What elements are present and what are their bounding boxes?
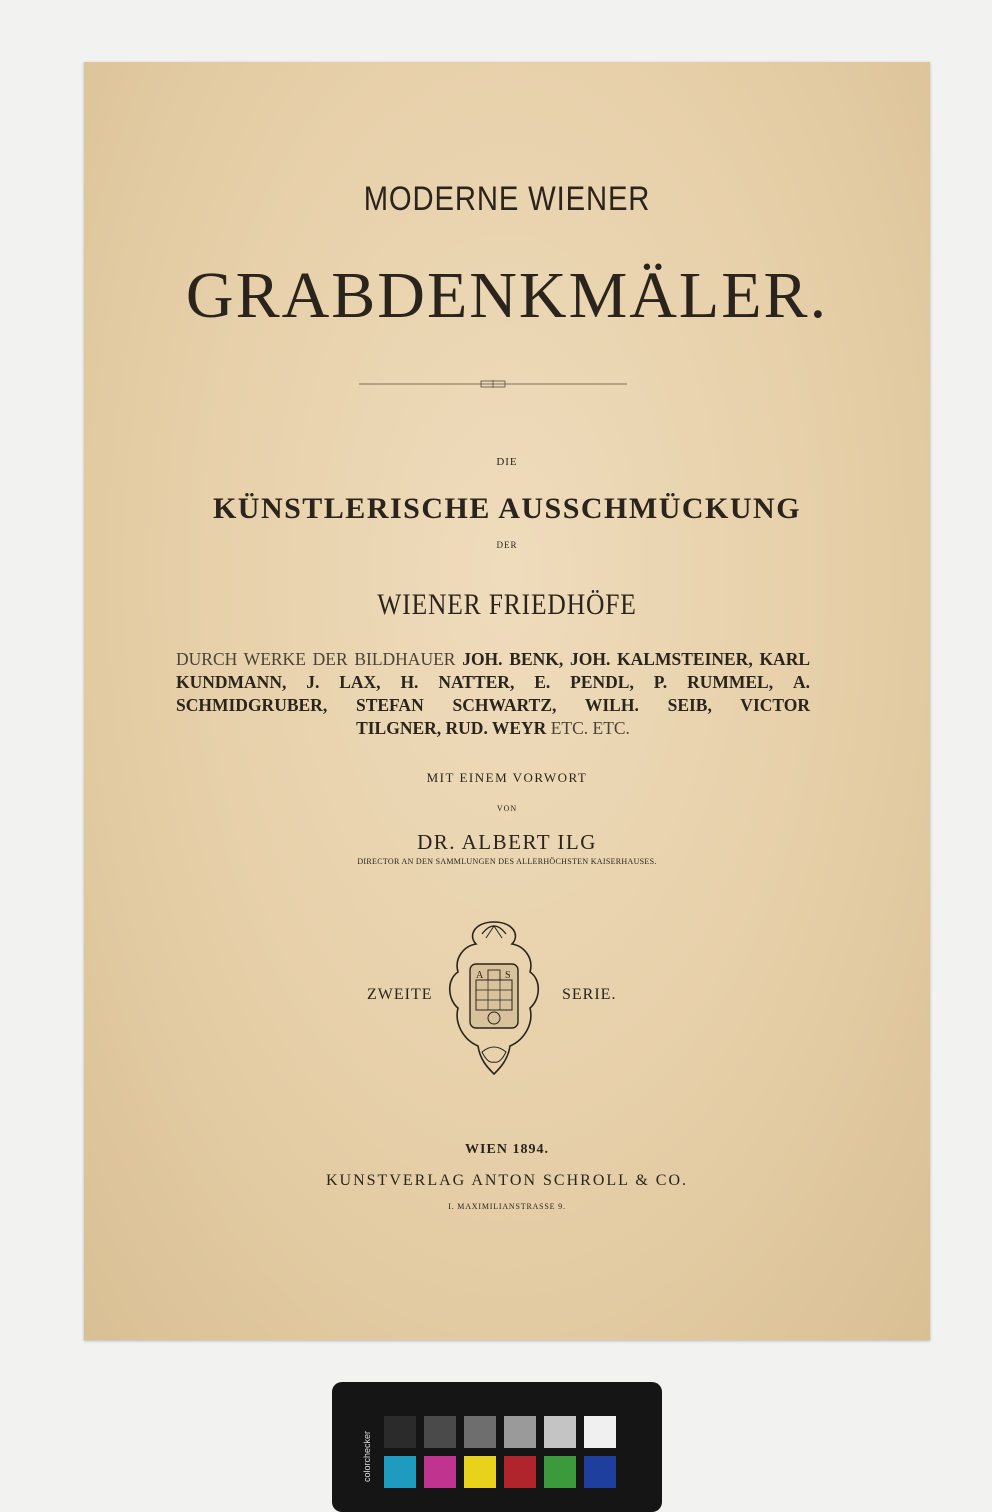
imprint-publisher: KUNSTVERLAG ANTON SCHROLL & CO. xyxy=(325,1172,688,1189)
color-checker-card xyxy=(332,1382,662,1512)
publisher-crest-icon xyxy=(424,914,564,1084)
color-patch xyxy=(544,1456,576,1488)
artists-names-3: A. SCHMIDGRUBER, STEFAN SCHWARTZ, WILH. SEIB, VICTOR xyxy=(176,672,810,715)
series-right: SERIE. xyxy=(562,986,617,1003)
title-page xyxy=(84,62,930,1340)
color-patch xyxy=(464,1456,496,1488)
subtitle-die: DIE xyxy=(496,456,518,468)
color-patch xyxy=(384,1456,416,1488)
imprint-place-year: WIEN 1894. xyxy=(465,1142,549,1157)
colorchecker-brand xyxy=(360,1404,372,1484)
series-left: ZWEITE xyxy=(367,986,433,1003)
foreword-label: MIT EINEM VORWORT xyxy=(426,770,588,785)
color-patch xyxy=(464,1416,496,1448)
artists-names-2: KARL KUNDMANN, J. LAX, H. NATTER, E. PENDL, P. RUMMEL, xyxy=(176,649,810,692)
foreword-author: DR. ALBERT ILG xyxy=(417,830,597,854)
subtitle-place: WIENER FRIEDHÖFE xyxy=(377,588,637,621)
color-patch xyxy=(424,1456,456,1488)
artists-names-4: TILGNER, RUD. WEYR xyxy=(356,718,547,738)
crest-letter-right: S xyxy=(505,970,511,981)
artist-list xyxy=(176,648,810,740)
color-patch xyxy=(424,1416,456,1448)
color-patch xyxy=(584,1456,616,1488)
foreword-author-role: DIRECTOR AN DEN SAMMLUNGEN DES ALLERHÖCHSTEN KAISERHAUSES. xyxy=(357,857,657,866)
artists-lead: DURCH WERKE DER BILDHAUER xyxy=(176,649,456,669)
title-line-1: MODERNE WIENER xyxy=(363,180,651,218)
crest-letter-left: A xyxy=(476,970,484,981)
color-patch xyxy=(584,1416,616,1448)
subtitle-der: DER xyxy=(496,540,518,550)
title-line-2: GRABDENKMÄLER. xyxy=(185,259,829,332)
color-patch xyxy=(504,1456,536,1488)
colorchecker-brand-text: colorchecker xyxy=(362,1430,372,1482)
foreword-von: VON xyxy=(496,804,518,813)
subtitle-main: KÜNSTLERISCHE AUSSCHMÜCKUNG xyxy=(212,492,802,525)
artists-last-line xyxy=(176,717,810,740)
color-patch xyxy=(384,1416,416,1448)
imprint-address: I. MAXIMILIANSTRASSE 9. xyxy=(448,1202,566,1211)
artists-names-1: JOH. BENK, JOH. KALMSTEINER, xyxy=(462,649,753,669)
color-patch xyxy=(544,1416,576,1448)
color-patch xyxy=(504,1416,536,1448)
artists-tail: ETC. ETC. xyxy=(550,718,630,738)
ornamental-rule xyxy=(359,378,627,390)
